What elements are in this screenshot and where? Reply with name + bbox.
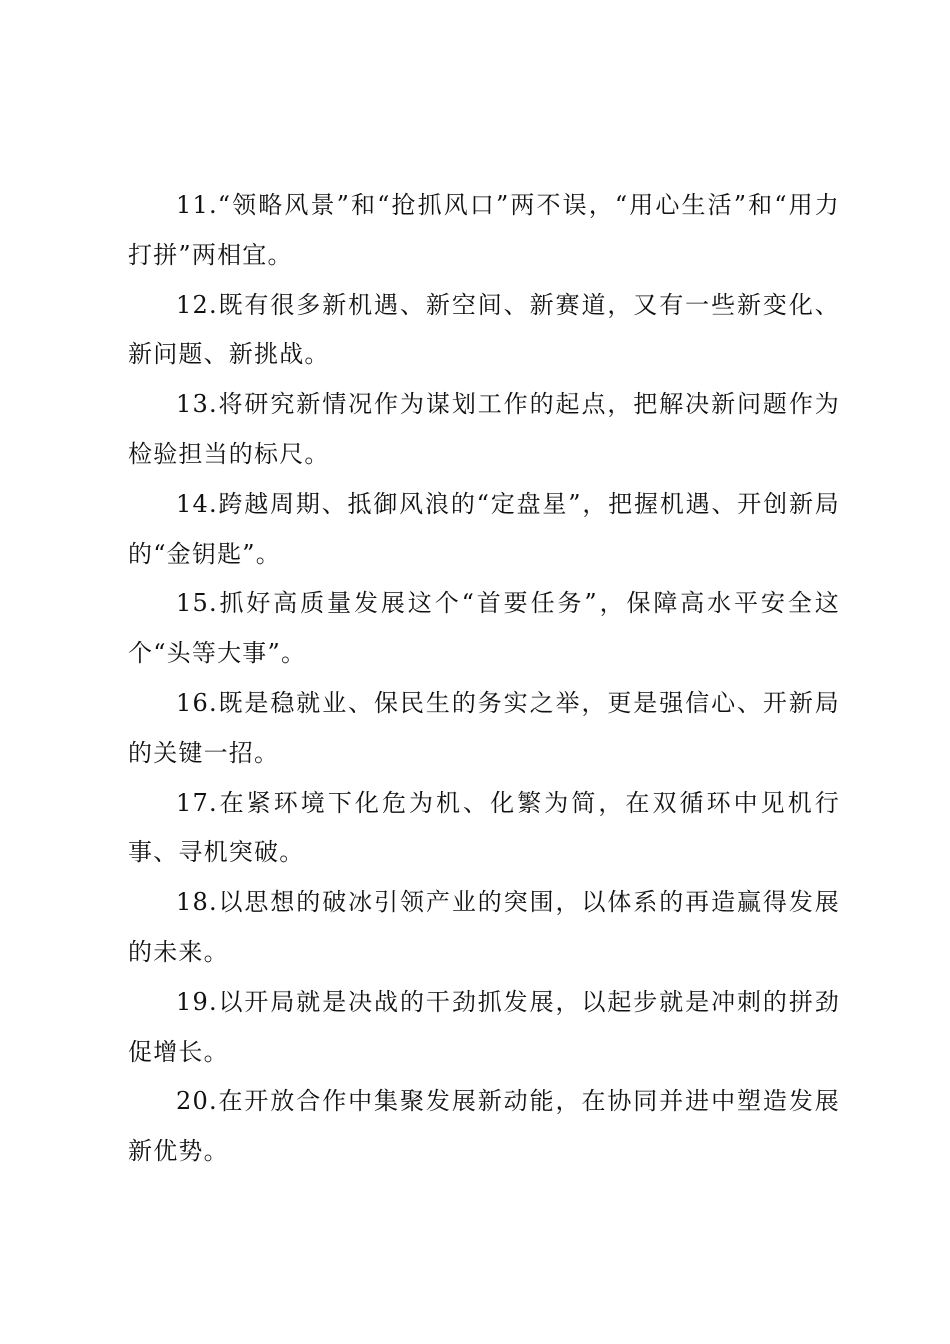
paragraph-19: 19.以开局就是决战的干劲抓发展，以起步就是冲刺的拼劲促增长。 — [128, 987, 840, 1066]
paragraph-12: 12.既有很多新机遇、新空间、新赛道，又有一些新变化、新问题、新挑战。 — [128, 290, 840, 369]
paragraph-13: 13.将研究新情况作为谋划工作的起点，把解决新问题作为检验担当的标尺。 — [128, 390, 840, 468]
paragraph-15: 15.抓好高质量发展这个“首要任务”，保障高水平安全这个“头等大事”。 — [128, 589, 840, 668]
paragraph-18: 18.以思想的破冰引领产业的突围，以体系的再造赢得发展的未来。 — [128, 888, 840, 966]
paragraph-16: 16.既是稳就业、保民生的务实之举，更是强信心、开新局的关键一招。 — [128, 688, 840, 767]
document-body — [128, 181, 840, 1177]
paragraph-17: 17.在紧环境下化危为机、化繁为简，在双循环中见机行事、寻机突破。 — [128, 788, 840, 867]
paragraph-20: 20.在开放合作中集聚发展新动能，在协同并进中塑造发展新优势。 — [128, 1087, 840, 1166]
paragraph-14: 14.跨越周期、抵御风浪的“定盘星”，把握机遇、开创新局的“金钥匙”。 — [128, 489, 840, 568]
paragraph-11: 11.“领略风景”和“抢抓风口”两不误，“用心生活”和“用力打拼”两相宜。 — [128, 191, 840, 269]
